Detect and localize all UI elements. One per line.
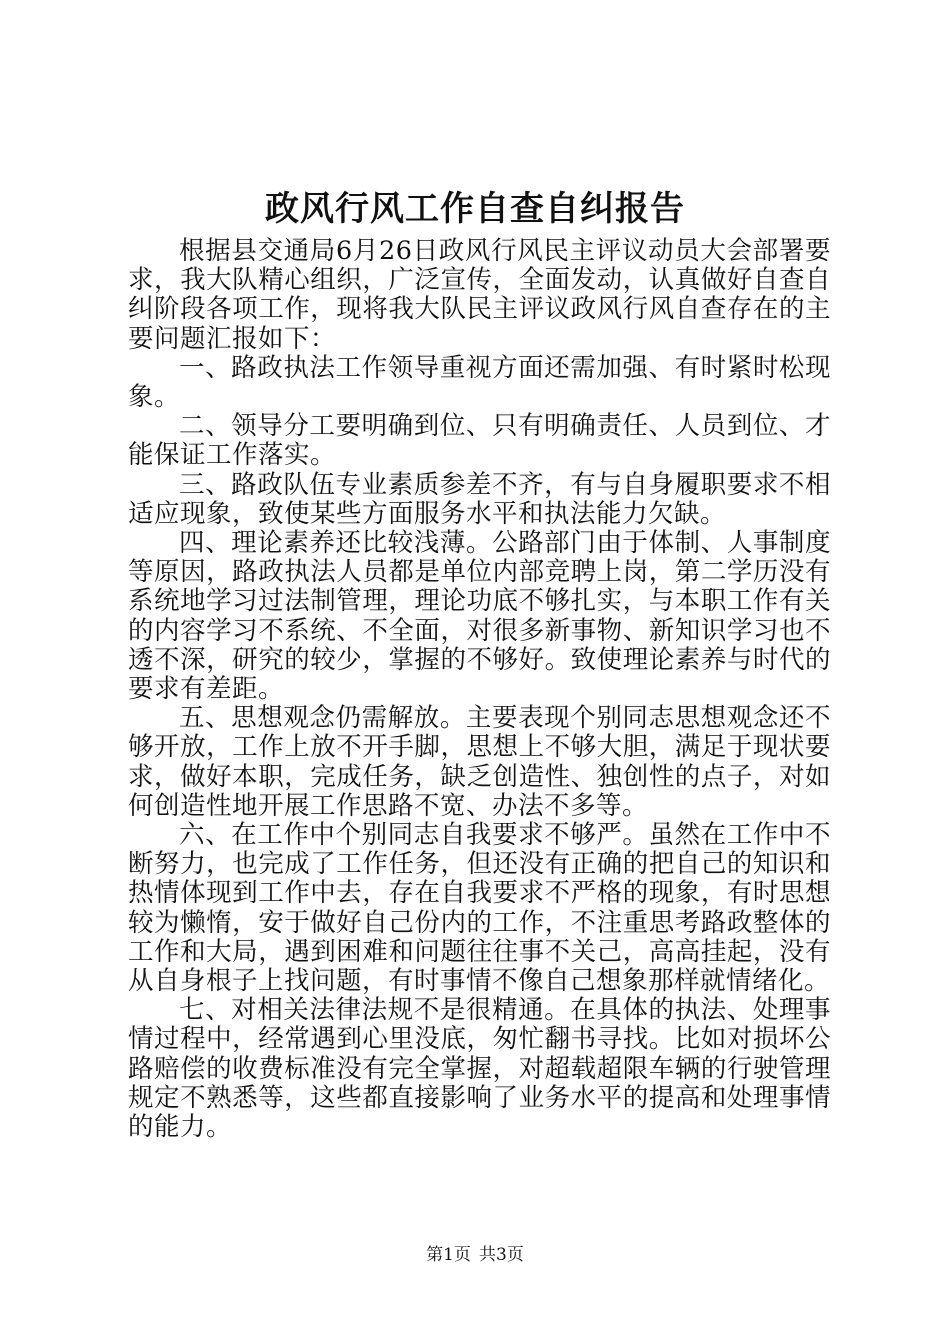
page-number: 第1页	[426, 1245, 471, 1265]
page-footer	[0, 1243, 950, 1267]
paragraph-item-1: 一、路政执法工作领导重视方面还需加强、有时紧时松现象。	[128, 352, 831, 413]
paragraph-item-7: 七、对相关法律法规不是很精通。在具体的执法、处理事情过程中，经常遇到心里没底，匆忙翻书寻找。比如对损坏公路赔偿的收费标准没有完全掌握，对超载超限车辆的行驶管理规定不熟悉等，这些都直接影响了业务水平的提高和处理事情的能力。	[128, 995, 831, 1143]
document-title: 政风行风工作自查自纠报告	[265, 189, 685, 229]
paragraph-item-2: 二、领导分工要明确到位、只有明确责任、人员到位、才能保证工作落实。	[128, 411, 831, 471]
paragraph-item-4: 四、理论素养还比较浅薄。公路部门由于体制、人事制度等原因，路政执法人员都是单位内部竞聘上岗，第二学历没有系统地学习过法制管理，理论功底不够扎实，与本职工作有关的内容学习不系统、不全面，对很多新事物、新知识学习也不透不深，研究的较少，掌握的不够好。致使理论素养与时代的要求有差距。	[128, 528, 831, 705]
document-body	[128, 237, 831, 1142]
paragraph-item-3: 三、路政队伍专业素质参差不齐，有与自身履职要求不相适应现象，致使某些方面服务水平和执法能力欠缺。	[128, 469, 831, 529]
paragraph-item-5: 五、思想观念仍需解放。主要表现个别同志思想观念还不够开放，工作上放不开手脚，思想上不够大胆，满足于现状要求，做好本职，完成任务，缺乏创造性、独创性的点子，对如何创造性地开展工作思路不宽、办法不多等。	[128, 703, 831, 821]
paragraph-item-6: 六、在工作中个别同志自我要求不够严。虽然在工作中不断努力，也完成了工作任务，但还没有正确的把自己的知识和热情体现到工作中去，存在自我要求不严格的现象，有时思想较为懒惰，安于做好自己份内的工作，不注重思考路政整体的工作和大局，遇到困难和问题往往事不关己，高高挂起，没有从自身根子上找问题，有时事情不像自己想象那样就情绪化。	[128, 820, 831, 997]
page-total: 共3页	[479, 1245, 524, 1265]
paragraph-intro: 根据县交通局6月26日政风行风民主评议动员大会部署要求，我大队精心组织，广泛宣传，全面发动，认真做好自查自纠阶段各项工作，现将我大队民主评议政风行风自查存在的主要问题汇报如下：	[128, 236, 831, 354]
